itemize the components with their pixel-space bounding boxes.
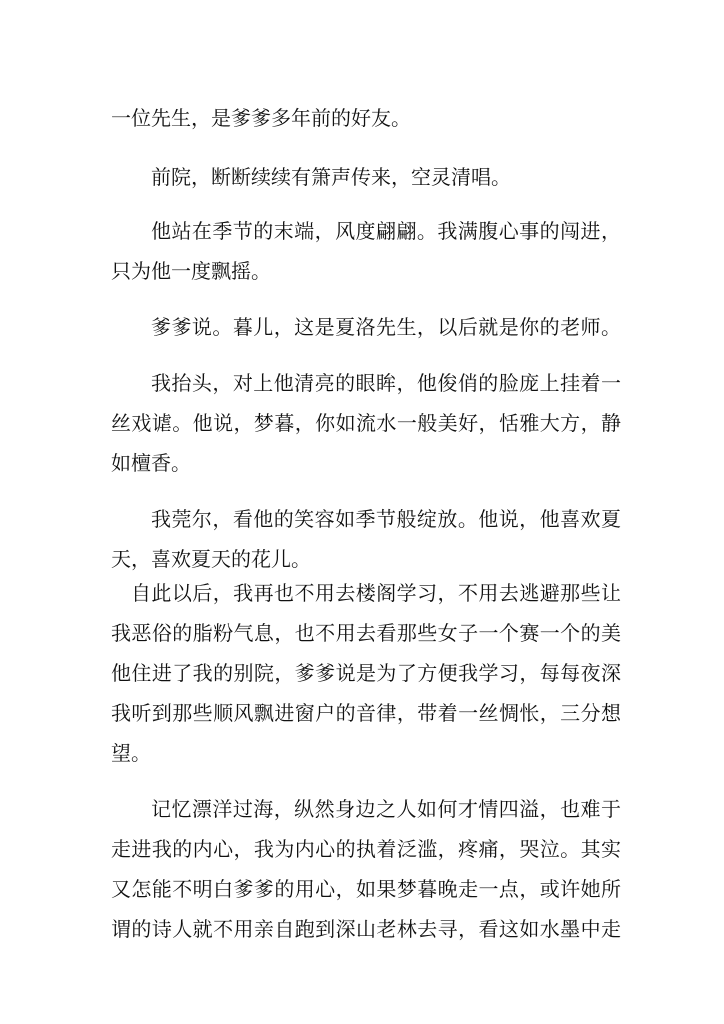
text-line: 我莞尔，看他的笑容如季节般绽放。他说，他喜欢夏 — [151, 507, 621, 531]
text-line: 记忆漂洋过海，纵然身边之人如何才情四溢，也难于 — [151, 797, 621, 821]
text-line: 谓的诗人就不用亲自跑到深山老林去寻，看这如水墨中走 — [111, 917, 621, 941]
text-line: 丝戏谑。他说，梦暮，你如流水一般美好，恬雅大方，静 — [111, 411, 621, 435]
text-line: 一位先生，是爹爹多年前的好友。 — [111, 106, 411, 130]
text-line: 又怎能不明白爹爹的用心，如果梦暮晚走一点，或许她所 — [111, 877, 621, 901]
text-line: 走进我的内心，我为内心的执着泛滥，疼痛，哭泣。其实 — [111, 837, 621, 861]
text-line: 我抬头，对上他清亮的眼眸，他俊俏的脸庞上挂着一 — [151, 371, 621, 395]
text-line: 只为他一度飘摇。 — [111, 259, 271, 283]
text-line: 爹爹说。暮儿，这是夏洛先生，以后就是你的老师。 — [151, 315, 621, 339]
text-line: 我听到那些顺风飘进窗户的音律，带着一丝惆怅，三分想 — [111, 701, 621, 725]
text-line: 自此以后，我再也不用去楼阁学习，不用去逃避那些让 — [131, 581, 621, 605]
text-line: 如檀香。 — [111, 451, 191, 475]
text-line: 他住进了我的别院，爹爹说是为了方便我学习，每每夜深 — [111, 661, 621, 685]
text-line: 他站在季节的末端，风度翩翩。我满腹心事的闯进， — [151, 219, 621, 243]
text-line: 我恶俗的脂粉气息，也不用去看那些女子一个赛一个的美 — [111, 621, 621, 645]
text-line: 天，喜欢夏天的花儿。 — [111, 547, 311, 571]
text-line: 望。 — [111, 741, 151, 765]
text-line: 前院，断断续续有箫声传来，空灵清唱。 — [151, 165, 511, 189]
